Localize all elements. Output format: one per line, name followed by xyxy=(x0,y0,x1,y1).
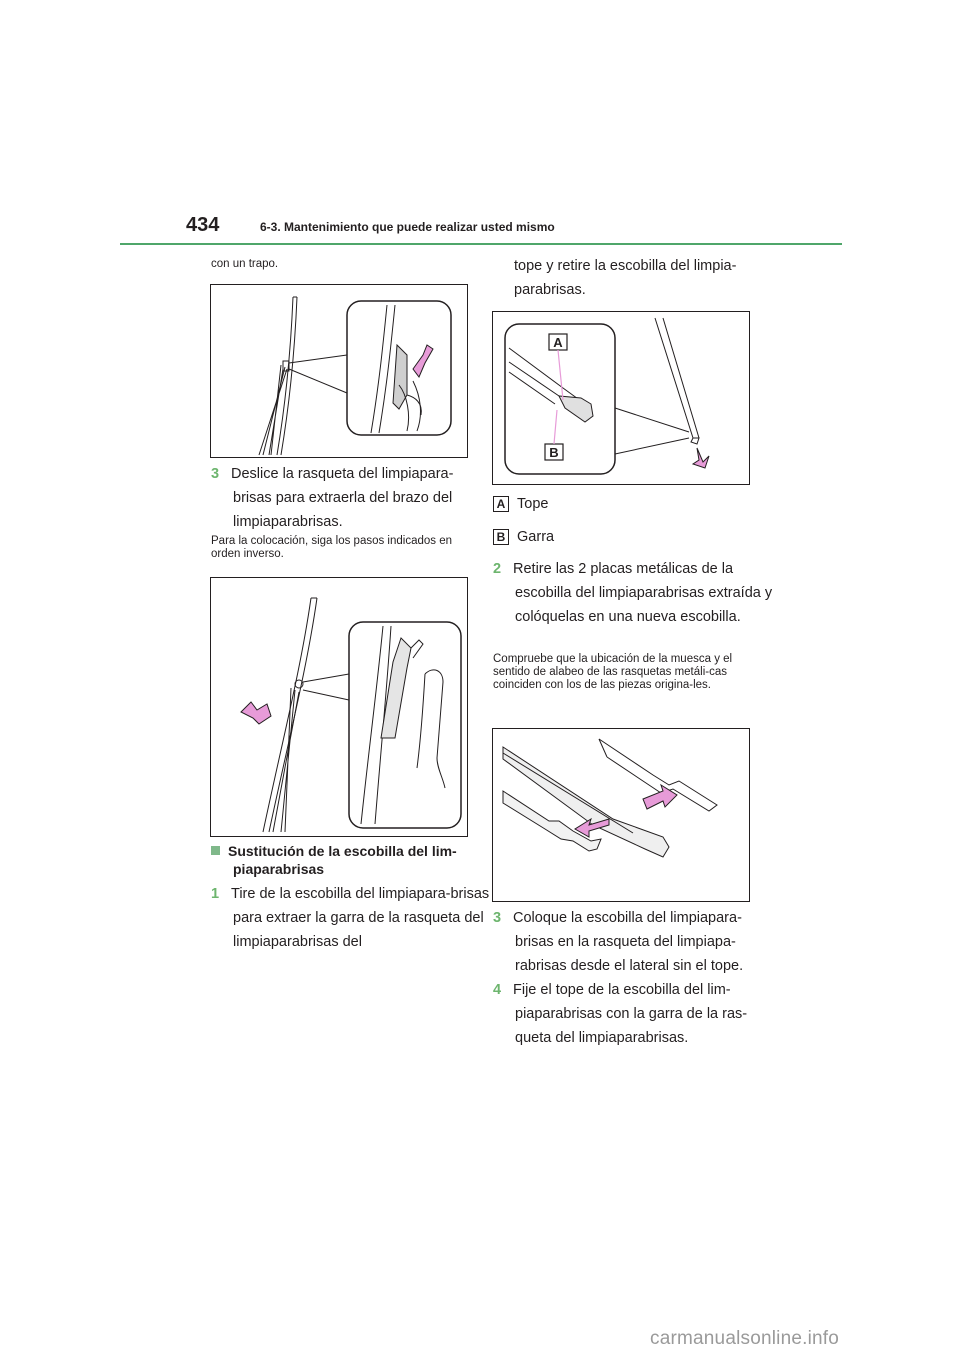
left-step-1 xyxy=(211,882,491,954)
legend-b xyxy=(493,529,554,545)
legend-a xyxy=(493,496,548,512)
left-step-1-text: Tire de la escobilla del limpiapara-brisas para extraer la garra de la rasqueta del limpiaparabrisas del xyxy=(231,886,490,950)
legend-b-box: B xyxy=(493,529,509,545)
left-step-1-number: 1 xyxy=(211,886,220,902)
note-reverse-order: Para la colocación, siga los pasos indicados en orden inverso. xyxy=(211,535,453,560)
stopper-claw-illustration xyxy=(493,312,749,484)
right-step-3-number: 3 xyxy=(493,910,502,926)
metal-plates-illustration xyxy=(493,729,749,901)
right-step-4 xyxy=(493,978,773,1050)
wiper-arm-lift-illustration xyxy=(211,285,467,457)
heading-text: Sustitución de la escobilla del lim-piaparabrisas xyxy=(228,843,457,877)
page-number: 434 xyxy=(186,214,220,236)
right-continued-text: tope y retire la escobilla del limpia-parabrisas. xyxy=(514,258,737,298)
fig-label-a: A xyxy=(553,335,563,350)
legend-a-box: A xyxy=(493,496,509,512)
right-step-3-text: Coloque la escobilla del limpiapara-brisas en la rasqueta del limpiapa-rabrisas desde el lateral sin el tope. xyxy=(513,910,744,974)
figure-wiper-blade-slide xyxy=(210,577,468,837)
note-notch-alignment: Compruebe que la ubicación de la muesca y el sentido de alabeo de las rasquetas metáli-cas coinciden con los de las piezas origina-les. xyxy=(493,653,733,691)
heading-square-icon xyxy=(211,846,220,855)
section-heading-blade-replacement xyxy=(211,842,491,878)
fig-label-b-leader xyxy=(554,410,557,444)
left-step-3 xyxy=(211,462,491,534)
left-step-3-text: Deslice la rasqueta del limpiapara-brisas para extraerla del brazo del limpiaparabrisas. xyxy=(231,466,454,530)
intro-continued: con un trapo. xyxy=(211,258,279,270)
figure-wiper-arm-lift xyxy=(210,284,468,458)
right-step-2-number: 2 xyxy=(493,561,502,577)
wiper-blade-slide-illustration xyxy=(211,578,467,836)
fig-label-b: B xyxy=(549,445,559,460)
lift-arrow-icon xyxy=(413,345,433,377)
insert-arrow-icon xyxy=(643,785,677,809)
legend-a-text: Tope xyxy=(517,496,549,512)
left-step-3-number: 3 xyxy=(211,466,220,482)
pull-arrow-icon xyxy=(693,448,709,468)
right-step-3 xyxy=(493,906,773,978)
right-step-2-text: Retire las 2 placas metálicas de la escobilla del limpiaparabrisas extraída y colóquelas en una nueva escobilla. xyxy=(513,561,773,625)
right-step-2 xyxy=(493,557,773,629)
slide-arrow-icon xyxy=(241,702,271,724)
watermark: carmanualsonline.info xyxy=(650,1328,840,1349)
figure-stopper-claw xyxy=(492,311,750,485)
figure-metal-plates xyxy=(492,728,750,902)
right-step-4-number: 4 xyxy=(493,982,502,998)
right-step-4-text: Fije el tope de la escobilla del lim-piaparabrisas con la garra de la ras-queta del limpiaparabrisas. xyxy=(513,982,748,1046)
section-title: 6-3. Mantenimiento que puede realizar usted mismo xyxy=(260,220,555,234)
legend-b-text: Garra xyxy=(517,529,555,545)
fig-label-a-leader xyxy=(558,350,563,400)
header-rule xyxy=(120,243,842,245)
